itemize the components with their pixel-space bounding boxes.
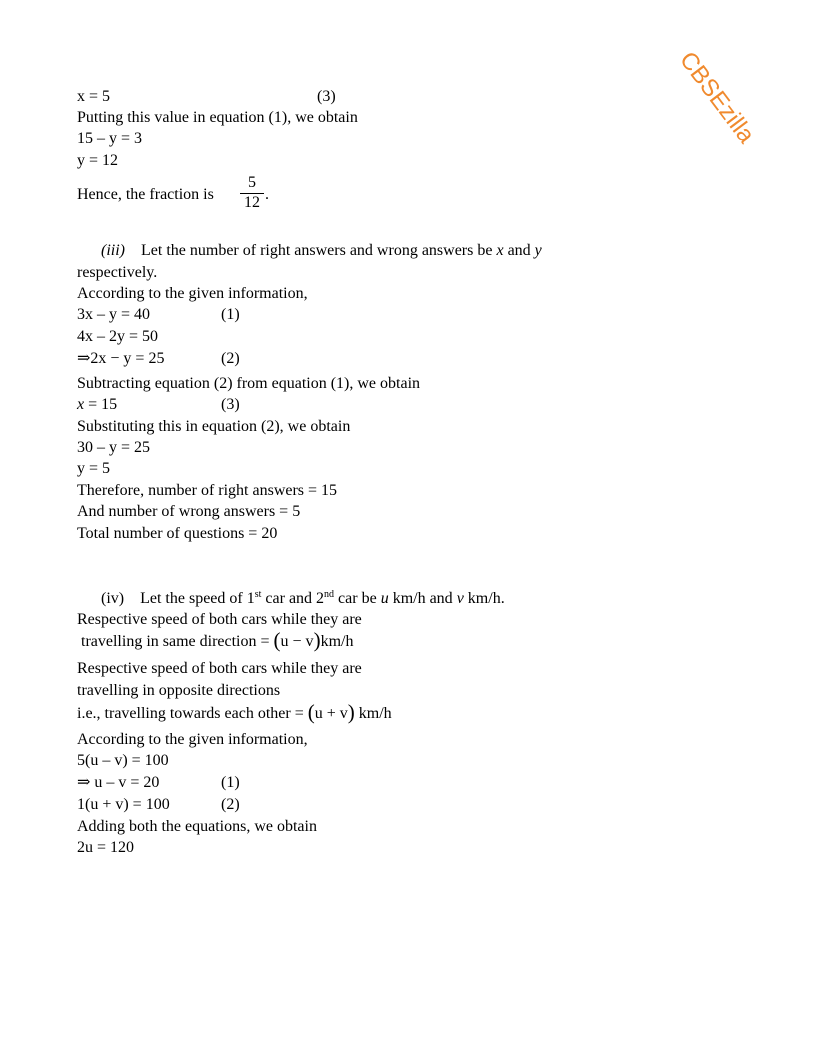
eq-1-tag: (1): [221, 306, 240, 323]
eq-2: ⇒2x − y = 25: [77, 350, 165, 367]
eq-3-var: x: [77, 396, 85, 413]
part-iii-intro: [101, 242, 542, 260]
part-iii-label: (iii): [101, 242, 125, 259]
sup-st: st: [254, 589, 262, 600]
part-iv-text-5: km/h.: [467, 590, 505, 607]
unit-kmh-2: km/h: [358, 705, 392, 722]
eq-x-5: x = 5: [77, 88, 111, 105]
text-opposite-directions: travelling in opposite directions: [77, 682, 281, 699]
result-total-questions: Total number of questions = 20: [77, 525, 278, 542]
eq-15-minus-y: 15 – y = 3: [77, 130, 143, 147]
eq-2-tag: (2): [221, 350, 240, 367]
eq-4x-2y: 4x – 2y = 50: [77, 328, 159, 345]
text-given-info-2: According to the given information,: [77, 731, 308, 748]
var-v: v: [456, 590, 464, 607]
result-wrong-answers: And number of wrong answers = 5: [77, 503, 301, 520]
part-iv-text-2: car and 2: [265, 590, 325, 607]
part-iii-intro-text: Let the number of right answers and wrong answers be: [141, 242, 493, 259]
expr-u-minus-v: u − v: [280, 633, 314, 650]
var-x: x: [496, 242, 504, 259]
eq-3: [77, 396, 117, 414]
fraction-period: .: [265, 186, 269, 203]
text-adding: Adding both the equations, we obtain: [77, 818, 317, 835]
part-iv-text-1: Let the speed of 1: [140, 590, 255, 607]
text-given-info: According to the given information,: [77, 285, 308, 302]
watermark-logo: CBSEzilla: [674, 46, 760, 149]
word-and: and: [507, 242, 531, 259]
text-hence-fraction: Hence, the fraction is: [77, 186, 214, 203]
fraction-5-12: [240, 174, 264, 212]
text-respective-speed-1: Respective speed of both cars while they are: [77, 611, 362, 628]
text-same-direction: [81, 628, 354, 652]
eq-y-5: y = 5: [77, 460, 111, 477]
fraction-denominator: 12: [244, 194, 260, 211]
text-subtracting: Subtracting equation (2) from equation (1), we obtain: [77, 375, 421, 392]
text-substituting: Substituting this in equation (2), we obtain: [77, 418, 351, 435]
paren-open-2: (: [307, 700, 315, 724]
eq-tag-3: (3): [317, 88, 336, 105]
same-direction-label: travelling in same direction =: [81, 633, 270, 650]
paren-open: (: [273, 628, 281, 652]
paren-close-2: ): [347, 700, 355, 724]
eq-3-rest: = 15: [88, 396, 118, 413]
paren-close: ): [313, 628, 321, 652]
text-respectively: respectively.: [77, 264, 158, 281]
eq-iv-2-tag: (2): [221, 796, 240, 813]
text-towards-each-other: [77, 700, 392, 724]
sup-nd: nd: [324, 589, 335, 600]
result-right-answers: Therefore, number of right answers = 15: [77, 482, 338, 499]
unit-kmh: km/h: [320, 633, 354, 650]
towards-label: i.e., travelling towards each other =: [77, 705, 304, 722]
part-iv-text-4: km/h and: [392, 590, 453, 607]
eq-30-minus-y: 30 – y = 25: [77, 439, 151, 456]
fraction-numerator: 5: [240, 174, 264, 194]
eq-3-tag: (3): [221, 396, 240, 413]
eq-y-12: y = 12: [77, 152, 119, 169]
part-iv-intro: [101, 590, 505, 608]
eq-2u-120: 2u = 120: [77, 839, 135, 856]
text-putting-value: Putting this value in equation (1), we obtain: [77, 109, 358, 126]
part-iv-label: (iv): [101, 590, 125, 607]
eq-iv-1-tag: (1): [221, 774, 240, 791]
expr-u-plus-v: u + v: [314, 705, 348, 722]
eq-5-u-minus-v: 5(u – v) = 100: [77, 752, 169, 769]
var-y: y: [534, 242, 542, 259]
var-u: u: [380, 590, 389, 607]
text-respective-speed-2: Respective speed of both cars while they are: [77, 660, 362, 677]
eq-u-plus-v-100: 1(u + v) = 100: [77, 796, 170, 813]
eq-1: 3x – y = 40: [77, 306, 151, 323]
eq-u-minus-v-20: ⇒ u – v = 20: [77, 774, 160, 791]
part-iv-text-3: car be: [338, 590, 377, 607]
